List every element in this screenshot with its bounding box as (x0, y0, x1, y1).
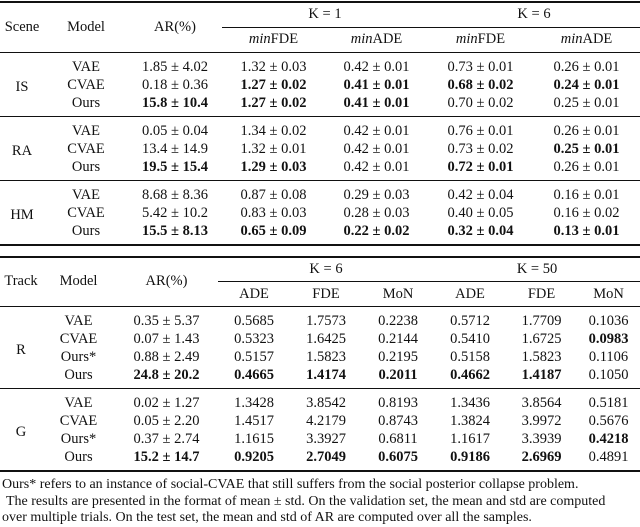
model-name: Ours (71, 222, 101, 239)
table-cell: 1.1617 (450, 431, 490, 447)
table-cell: 1.6425 (306, 331, 346, 347)
table-cell: 13.4 ± 14.9 (142, 140, 208, 157)
header-model: Model (59, 273, 98, 290)
table-cell: 3.3939 (521, 431, 562, 447)
table-cell: 0.16 ± 0.02 (553, 204, 620, 221)
table-cell: 15.8 ± 10.4 (142, 94, 208, 111)
subheader-metric-name: ADE (372, 31, 403, 47)
subheader-metric (325, 27, 428, 52)
table-cell: 1.3824 (450, 413, 490, 429)
row-group (0, 389, 640, 472)
subheader-metric: ADE (455, 285, 485, 302)
table-cell: 0.26 ± 0.01 (553, 58, 620, 75)
table-row (0, 448, 640, 471)
table-cell: 0.42 ± 0.01 (343, 140, 410, 157)
model-name: VAE (72, 58, 100, 75)
model-name: CVAE (67, 204, 105, 221)
subheader-prefix: min (455, 31, 478, 47)
model-name: Ours (71, 94, 101, 111)
table-cell: 0.83 ± 0.03 (240, 204, 307, 221)
table-cell: 0.07 ± 1.43 (133, 331, 200, 347)
table-cell: 0.41 ± 0.01 (343, 94, 410, 111)
table-row (0, 430, 640, 448)
table-cell: 0.2238 (378, 313, 418, 329)
row-group (0, 52, 640, 116)
model-name: VAE (72, 186, 100, 203)
header-model: Model (67, 18, 105, 35)
table-cell: 0.13 ± 0.01 (553, 222, 620, 239)
group-label: IS (15, 78, 29, 95)
table-cell: 0.2144 (378, 331, 418, 347)
subheader-metric: FDE (527, 285, 556, 302)
track-results-table (0, 256, 640, 473)
table-cell: 2.7049 (306, 449, 346, 465)
table-cell: 0.65 ± 0.09 (240, 222, 307, 239)
table-cell: 0.40 ± 0.05 (447, 204, 514, 221)
table-row (0, 412, 640, 430)
table-cell: 0.35 ± 5.37 (133, 313, 200, 329)
table-row (0, 116, 640, 140)
row-group (0, 180, 640, 245)
table-cell: 0.6811 (378, 431, 418, 447)
row-group (0, 307, 640, 389)
table-notes (0, 477, 640, 527)
subheader-metric (222, 27, 325, 52)
table-cell: 0.5158 (450, 349, 490, 365)
table-cell: 0.9186 (450, 449, 490, 465)
model-name: Ours (64, 367, 93, 383)
table-row (0, 330, 640, 348)
table-cell: 0.4665 (234, 367, 274, 383)
table-cell: 0.1050 (588, 367, 629, 383)
table-row (0, 348, 640, 366)
table-row (0, 52, 640, 76)
table-cell: 0.4891 (588, 449, 629, 465)
table-cell: 0.5712 (450, 313, 490, 329)
table-cell: 0.72 ± 0.01 (447, 158, 514, 175)
table-cell: 0.73 ± 0.01 (447, 58, 514, 75)
table-cell: 1.4187 (521, 367, 562, 383)
table-cell: 0.25 ± 0.01 (553, 94, 620, 111)
table-cell: 1.27 ± 0.02 (240, 94, 307, 111)
row-group (0, 116, 640, 180)
header-k1: K = 1 (222, 2, 428, 27)
model-name: VAE (64, 313, 93, 329)
table-row (0, 389, 640, 413)
table-cell: 0.6075 (378, 449, 418, 465)
table-row (0, 204, 640, 222)
note-format: The results are presented in the format of mean ± std. On the validation set, the mean and std are computed (6, 493, 606, 509)
table-cell: 0.2195 (378, 349, 418, 365)
table-cell: 0.25 ± 0.01 (553, 140, 620, 157)
subheader-metric: FDE (312, 285, 340, 302)
table-cell: 0.05 ± 0.04 (142, 122, 208, 139)
table-cell: 0.4218 (588, 431, 629, 447)
note-ours-star: Ours* refers to an instance of social-CVAE that still suffers from the social posterior collapse problem. (2, 477, 579, 492)
table-cell: 0.18 ± 0.36 (142, 76, 208, 93)
model-name: CVAE (59, 413, 98, 429)
table-cell: 0.22 ± 0.02 (343, 222, 410, 239)
subheader-prefix: min (248, 31, 271, 47)
note-computation: over multiple trials. On the test set, the mean and std of AR are computed over all the samples. (2, 510, 532, 525)
scene-results-table (0, 1, 640, 246)
table-cell: 0.26 ± 0.01 (553, 158, 620, 175)
table-cell: 1.85 ± 4.02 (142, 58, 208, 75)
header-track: Track (4, 273, 38, 290)
table-row (0, 158, 640, 181)
table-row (0, 76, 640, 94)
header-k6: K = 6 (428, 2, 640, 27)
table-cell: 1.5823 (306, 349, 346, 365)
table-cell: 0.32 ± 0.04 (447, 222, 514, 239)
table-cell: 0.41 ± 0.01 (343, 76, 410, 93)
group-label: R (16, 342, 26, 358)
table-cell: 24.8 ± 20.2 (133, 367, 200, 383)
header-ar: AR(%) (145, 273, 188, 290)
model-name: VAE (72, 122, 100, 139)
subheader-metric (428, 27, 533, 52)
table-cell: 8.68 ± 8.36 (142, 186, 208, 203)
subheader-prefix: min (560, 31, 583, 47)
table-cell: 0.29 ± 0.03 (343, 186, 410, 203)
table-cell: 15.5 ± 8.13 (142, 222, 208, 239)
subheader-metric-name: FDE (270, 31, 299, 47)
table-cell: 3.3927 (306, 431, 346, 447)
subheader-prefix: min (350, 31, 373, 47)
table-cell: 3.9972 (521, 413, 562, 429)
header-k50: K = 50 (434, 257, 640, 282)
table-cell: 1.5823 (521, 349, 562, 365)
table-cell: 0.42 ± 0.04 (447, 186, 514, 203)
table-cell: 0.16 ± 0.01 (553, 186, 620, 203)
table-cell: 3.8564 (521, 395, 562, 411)
table-cell: 1.32 ± 0.03 (240, 58, 307, 75)
table-cell: 0.0983 (588, 331, 629, 347)
table-cell: 0.76 ± 0.01 (447, 122, 514, 139)
subheader-metric-name: FDE (477, 31, 506, 47)
model-name: Ours (64, 449, 93, 465)
table-cell: 0.68 ± 0.02 (447, 76, 514, 93)
table-cell: 0.28 ± 0.03 (343, 204, 410, 221)
table-cell: 1.6725 (521, 331, 562, 347)
model-name: VAE (64, 395, 93, 411)
table-cell: 5.42 ± 10.2 (142, 204, 208, 221)
table-cell: 3.8542 (306, 395, 346, 411)
model-name: Ours* (60, 349, 97, 365)
table-row (0, 140, 640, 158)
table-cell: 1.3436 (450, 395, 490, 411)
table-cell: 1.4174 (306, 367, 346, 383)
table-row (0, 307, 640, 331)
model-name: Ours* (60, 431, 97, 447)
table-row (0, 94, 640, 117)
table-cell: 19.5 ± 15.4 (142, 158, 208, 175)
table-cell: 0.37 ± 2.74 (133, 431, 200, 447)
table-cell: 2.6969 (521, 449, 562, 465)
group-label: RA (11, 142, 33, 159)
table-cell: 0.70 ± 0.02 (447, 94, 514, 111)
header-k6: K = 6 (218, 257, 434, 282)
table-cell: 15.2 ± 14.7 (133, 449, 200, 465)
table-row (0, 366, 640, 389)
subheader-metric-name: ADE (582, 31, 613, 47)
table-cell: 1.32 ± 0.01 (240, 140, 307, 157)
subheader-metric (533, 27, 640, 52)
table-cell: 0.42 ± 0.01 (343, 58, 410, 75)
table-cell: 0.42 ± 0.01 (343, 158, 410, 175)
table-cell: 0.4662 (450, 367, 490, 383)
group-label: G (15, 424, 27, 440)
table-cell: 1.3428 (234, 395, 274, 411)
table-cell: 1.29 ± 0.03 (240, 158, 307, 175)
table-cell: 0.87 ± 0.08 (240, 186, 307, 203)
table-cell: 0.2011 (378, 367, 418, 383)
table-cell: 0.88 ± 2.49 (133, 349, 200, 365)
table-cell: 0.5676 (588, 413, 629, 429)
subheader-metric: MoN (593, 285, 624, 302)
table-cell: 1.7709 (521, 313, 562, 329)
table-cell: 0.5157 (234, 349, 274, 365)
table-cell: 0.02 ± 1.27 (133, 395, 200, 411)
table-cell: 0.9205 (234, 449, 274, 465)
model-name: CVAE (67, 140, 105, 157)
table-cell: 1.7573 (306, 313, 346, 329)
table-cell: 1.27 ± 0.02 (240, 76, 307, 93)
model-name: CVAE (67, 76, 105, 93)
table-cell: 0.5181 (588, 395, 629, 411)
header-ar: AR(%) (154, 18, 196, 35)
table-cell: 1.34 ± 0.02 (240, 122, 307, 139)
table-cell: 0.5410 (450, 331, 490, 347)
table-cell: 0.73 ± 0.02 (447, 140, 514, 157)
model-name: CVAE (59, 331, 98, 347)
table-cell: 0.24 ± 0.01 (553, 76, 620, 93)
table-cell: 0.1036 (588, 313, 629, 329)
table-cell: 0.1106 (588, 349, 629, 365)
subheader-metric: MoN (382, 285, 414, 302)
header-scene: Scene (4, 18, 40, 35)
table-row (0, 222, 640, 245)
group-label: HM (10, 206, 34, 223)
table-cell: 0.8743 (378, 413, 418, 429)
table-cell: 1.4517 (234, 413, 274, 429)
subheader-metric: ADE (239, 285, 269, 302)
table-cell: 0.26 ± 0.01 (553, 122, 620, 139)
table-cell: 1.1615 (234, 431, 274, 447)
table-cell: 0.8193 (378, 395, 418, 411)
model-name: Ours (71, 158, 101, 175)
table-cell: 4.2179 (306, 413, 346, 429)
table-cell: 0.5685 (234, 313, 274, 329)
table-cell: 0.5323 (234, 331, 274, 347)
table-cell: 0.42 ± 0.01 (343, 122, 410, 139)
table-cell: 0.05 ± 2.20 (133, 413, 200, 429)
table-row (0, 180, 640, 204)
